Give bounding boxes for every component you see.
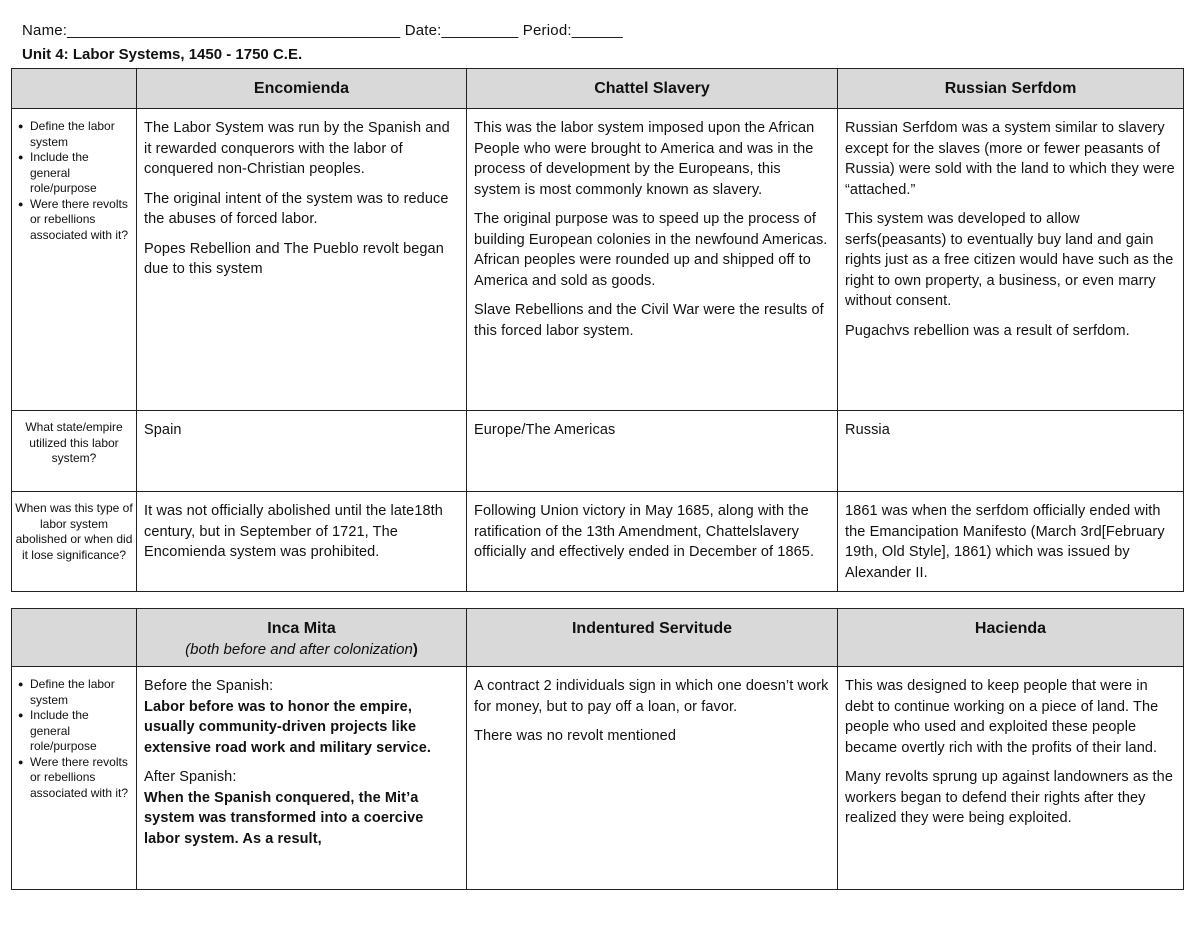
table-row-define xyxy=(12,109,1184,411)
table-row-state xyxy=(12,411,1184,492)
paragraph: There was no revolt mentioned xyxy=(474,728,676,744)
paragraph: A contract 2 individuals sign in which one doesn’t work for money, but to pay off a loan, or favor. xyxy=(474,678,829,715)
labor-systems-table-2 xyxy=(11,608,1184,890)
name-date-period-line: Name:_______________________________________ Date:_________ Period:______ xyxy=(22,22,623,39)
paragraph: Many revolts sprung up against landowners as the workers began to defend their rights after they realized they were being exploited. xyxy=(845,769,1174,826)
table-row-define xyxy=(12,667,1184,890)
paragraph: The original intent of the system was to reduce the abuses of forced labor. xyxy=(144,190,449,227)
table-row-abolished xyxy=(12,492,1184,592)
inca-after-label: After Spanish: xyxy=(144,769,237,785)
column-header-inca-mita xyxy=(137,609,467,667)
column-header-hacienda: Hacienda xyxy=(838,609,1184,667)
inca-before-text: Labor before was to honor the empire, usually community-driven projects like extensive road work and military service. xyxy=(144,698,431,756)
prompt-item: ● Define the labor system xyxy=(18,119,132,150)
inca-before-label: Before the Spanish: xyxy=(144,678,274,694)
table-header-row xyxy=(12,609,1184,667)
header-blank-cell xyxy=(12,609,137,667)
cell-inca-mita-define xyxy=(137,667,467,890)
inca-after-text: When the Spanish conquered, the Mit’a system was transformed into a coercive labor system. As a result, xyxy=(144,789,424,847)
paragraph: Slave Rebellions and the Civil War were the results of this forced labor system. xyxy=(474,302,824,339)
paragraph xyxy=(144,767,460,849)
column-header-encomienda: Encomienda xyxy=(137,69,467,109)
paragraph: Popes Rebellion and The Pueblo revolt began due to this system xyxy=(144,240,444,277)
inca-mita-subtitle xyxy=(137,641,466,658)
cell-chattel-abolished: Following Union victory in May 1685, along with the ratification of the 13th Amendment, Chattelslavery officially and effectively ended in December of 1865. xyxy=(467,492,838,592)
table-header-row xyxy=(12,69,1184,109)
cell-serfdom-abolished: 1861 was when the serfdom officially ended with the Emancipation Manifesto (March 3rd[February 19th, Old Style], 1861) which was issued by Alexander II. xyxy=(838,492,1184,592)
column-header-russian-serfdom: Russian Serfdom xyxy=(838,69,1184,109)
cell-encomienda-state: Spain xyxy=(137,411,467,492)
cell-chattel-define xyxy=(467,109,838,411)
row-prompt-define xyxy=(12,109,137,411)
cell-indentured-define xyxy=(467,667,838,890)
inca-mita-title: Inca Mita xyxy=(267,620,336,637)
row-prompt-define xyxy=(12,667,137,890)
paragraph xyxy=(144,676,460,758)
labor-systems-table-1 xyxy=(11,68,1184,592)
cell-hacienda-define xyxy=(838,667,1184,890)
cell-chattel-state: Europe/The Americas xyxy=(467,411,838,492)
header-blank-cell xyxy=(12,69,137,109)
cell-encomienda-define xyxy=(137,109,467,411)
prompt-item: ● Were there revolts or rebellions associated with it? xyxy=(18,755,132,802)
row-prompt-abolished: When was this type of labor system abolished or when did it lose significance? xyxy=(12,492,137,592)
column-header-chattel-slavery: Chattel Slavery xyxy=(467,69,838,109)
prompt-item: ● Were there revolts or rebellions associated with it? xyxy=(18,197,132,244)
row-prompt-state: What state/empire utilized this labor system? xyxy=(12,411,137,492)
cell-serfdom-define xyxy=(838,109,1184,411)
prompt-item: ● Include the general role/purpose xyxy=(18,708,132,755)
cell-serfdom-state: Russia xyxy=(838,411,1184,492)
inca-subtitle-text: (both before and after colonization xyxy=(185,641,413,658)
column-header-indentured-servitude: Indentured Servitude xyxy=(467,609,838,667)
paragraph: This system was developed to allow serfs(peasants) to eventually buy land and gain rights just as a free citizen would have such as the right to own property, a business, or even marry without consent. xyxy=(845,211,1174,309)
paragraph: Russian Serfdom was a system similar to slavery except for the slaves (more or fewer peasants of Russia) were sold with the land to which they were “attached.” xyxy=(845,120,1175,198)
paragraph: Pugachvs rebellion was a result of serfdom. xyxy=(845,322,1130,339)
prompt-item: ● Include the general role/purpose xyxy=(18,150,132,197)
prompt-item: ● Define the labor system xyxy=(18,677,132,708)
unit-title: Unit 4: Labor Systems, 1450 - 1750 C.E. xyxy=(22,46,303,63)
paragraph: This was the labor system imposed upon the African People who were brought to America and was in the process of development by the Europeans, this system is most commonly known as slavery. xyxy=(474,120,815,198)
cell-encomienda-abolished: It was not officially abolished until the late18th century, but in September of 1721, The Encomienda system was prohibited. xyxy=(137,492,467,592)
inca-subtitle-close: ) xyxy=(412,641,418,658)
paragraph: This was designed to keep people that were in debt to continue working on a piece of land. The people who used and exploited these people became overtly rich with the profits of their land. xyxy=(845,678,1159,756)
paragraph: The Labor System was run by the Spanish and it rewarded conquerors with the labor of conquered non-Christian peoples. xyxy=(144,120,450,177)
paragraph: The original purpose was to speed up the process of building European colonies in the newfound Americas. African peoples were rounded up and shipped off to America and sold as goods. xyxy=(474,211,828,289)
